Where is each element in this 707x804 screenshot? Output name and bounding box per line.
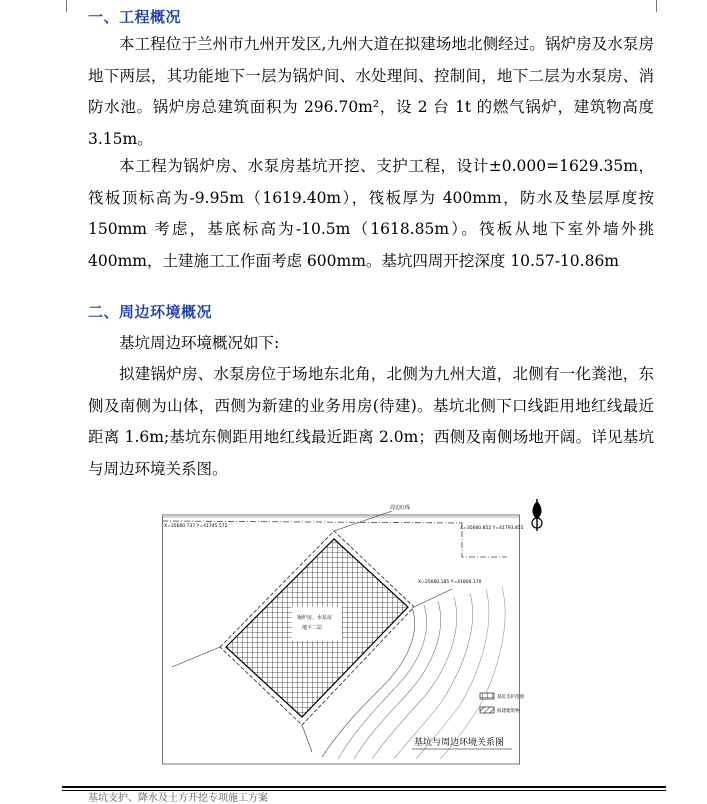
road-label: 周边红线 <box>390 505 411 511</box>
svg-text:地下二层: 地下二层 <box>302 625 323 631</box>
paragraph-environment-2: 拟建锅炉房、水泵房位于场地东北角，北侧为九州大道，北侧有一化粪池，东侧及南侧为山体，西侧为新建的业务用房(待建)。基坑北侧下口线距用地红线最近距离 1.6m;基坑东侧距用地红线最近距离 2.0m；西侧及南侧场地开阔。详见基坑与周边环境关系图。 <box>88 365 654 478</box>
site-plan-drawing <box>162 497 524 765</box>
section-heading-overview: 一、工程概况 <box>88 8 182 26</box>
coord-label-ne: X=35660.852 Y=41793.855 <box>460 526 524 531</box>
coord-label-nw: X=35660.737 Y=41745.572 <box>164 524 228 529</box>
legend-item-1: 基坑支护范围 <box>497 695 524 700</box>
site-plan-figure <box>162 497 524 765</box>
legend-item-2: 拟建建筑物 <box>497 709 520 714</box>
figure-caption: 基坑与周边环境关系图 <box>414 738 505 748</box>
section-heading-environment: 二、周边环境概况 <box>88 303 213 321</box>
paragraph-overview-1: 本工程位于兰州市九州开发区,九州大道在拟建场地北侧经过。锅炉房及水泵房地下两层，其功能地下一层为锅炉间、水处理间、控制间，地下二层为水泵房、消防水池。锅炉房总建筑面积为 296.70m²，设 2 台 1t 的燃气锅炉，建筑物高度 3.15m。 <box>88 35 654 148</box>
footer-text: 基坑支护、降水及土方开挖专项施工方案 <box>88 793 268 804</box>
svg-text:锅炉房、水泵房: 锅炉房、水泵房 <box>297 615 333 621</box>
paragraph-overview-2: 本工程为锅炉房、水泵房基坑开挖、支护工程，设计±0.000=1629.35m，筏板顶标高为-9.95m（1619.40m），筏板厚为 400mm，防水及垫层厚度按 150mm 考虑，基底标高为-10.5m（1618.85m）。筏板从地下室外墙外挑 400mm，土建施工工作面考虑 600mm。基坑四周开挖深度 10.57-10.86m <box>88 157 654 270</box>
paragraph-environment-1: 基坑周边环境概况如下: <box>119 334 280 352</box>
north-arrow-icon <box>527 497 547 533</box>
page-corner-top-left <box>56 0 67 12</box>
page-corner-top-right <box>656 0 667 12</box>
footer-rule <box>62 786 666 788</box>
coord-label-e: X=35660.185 Y=41800.170 <box>418 580 482 585</box>
